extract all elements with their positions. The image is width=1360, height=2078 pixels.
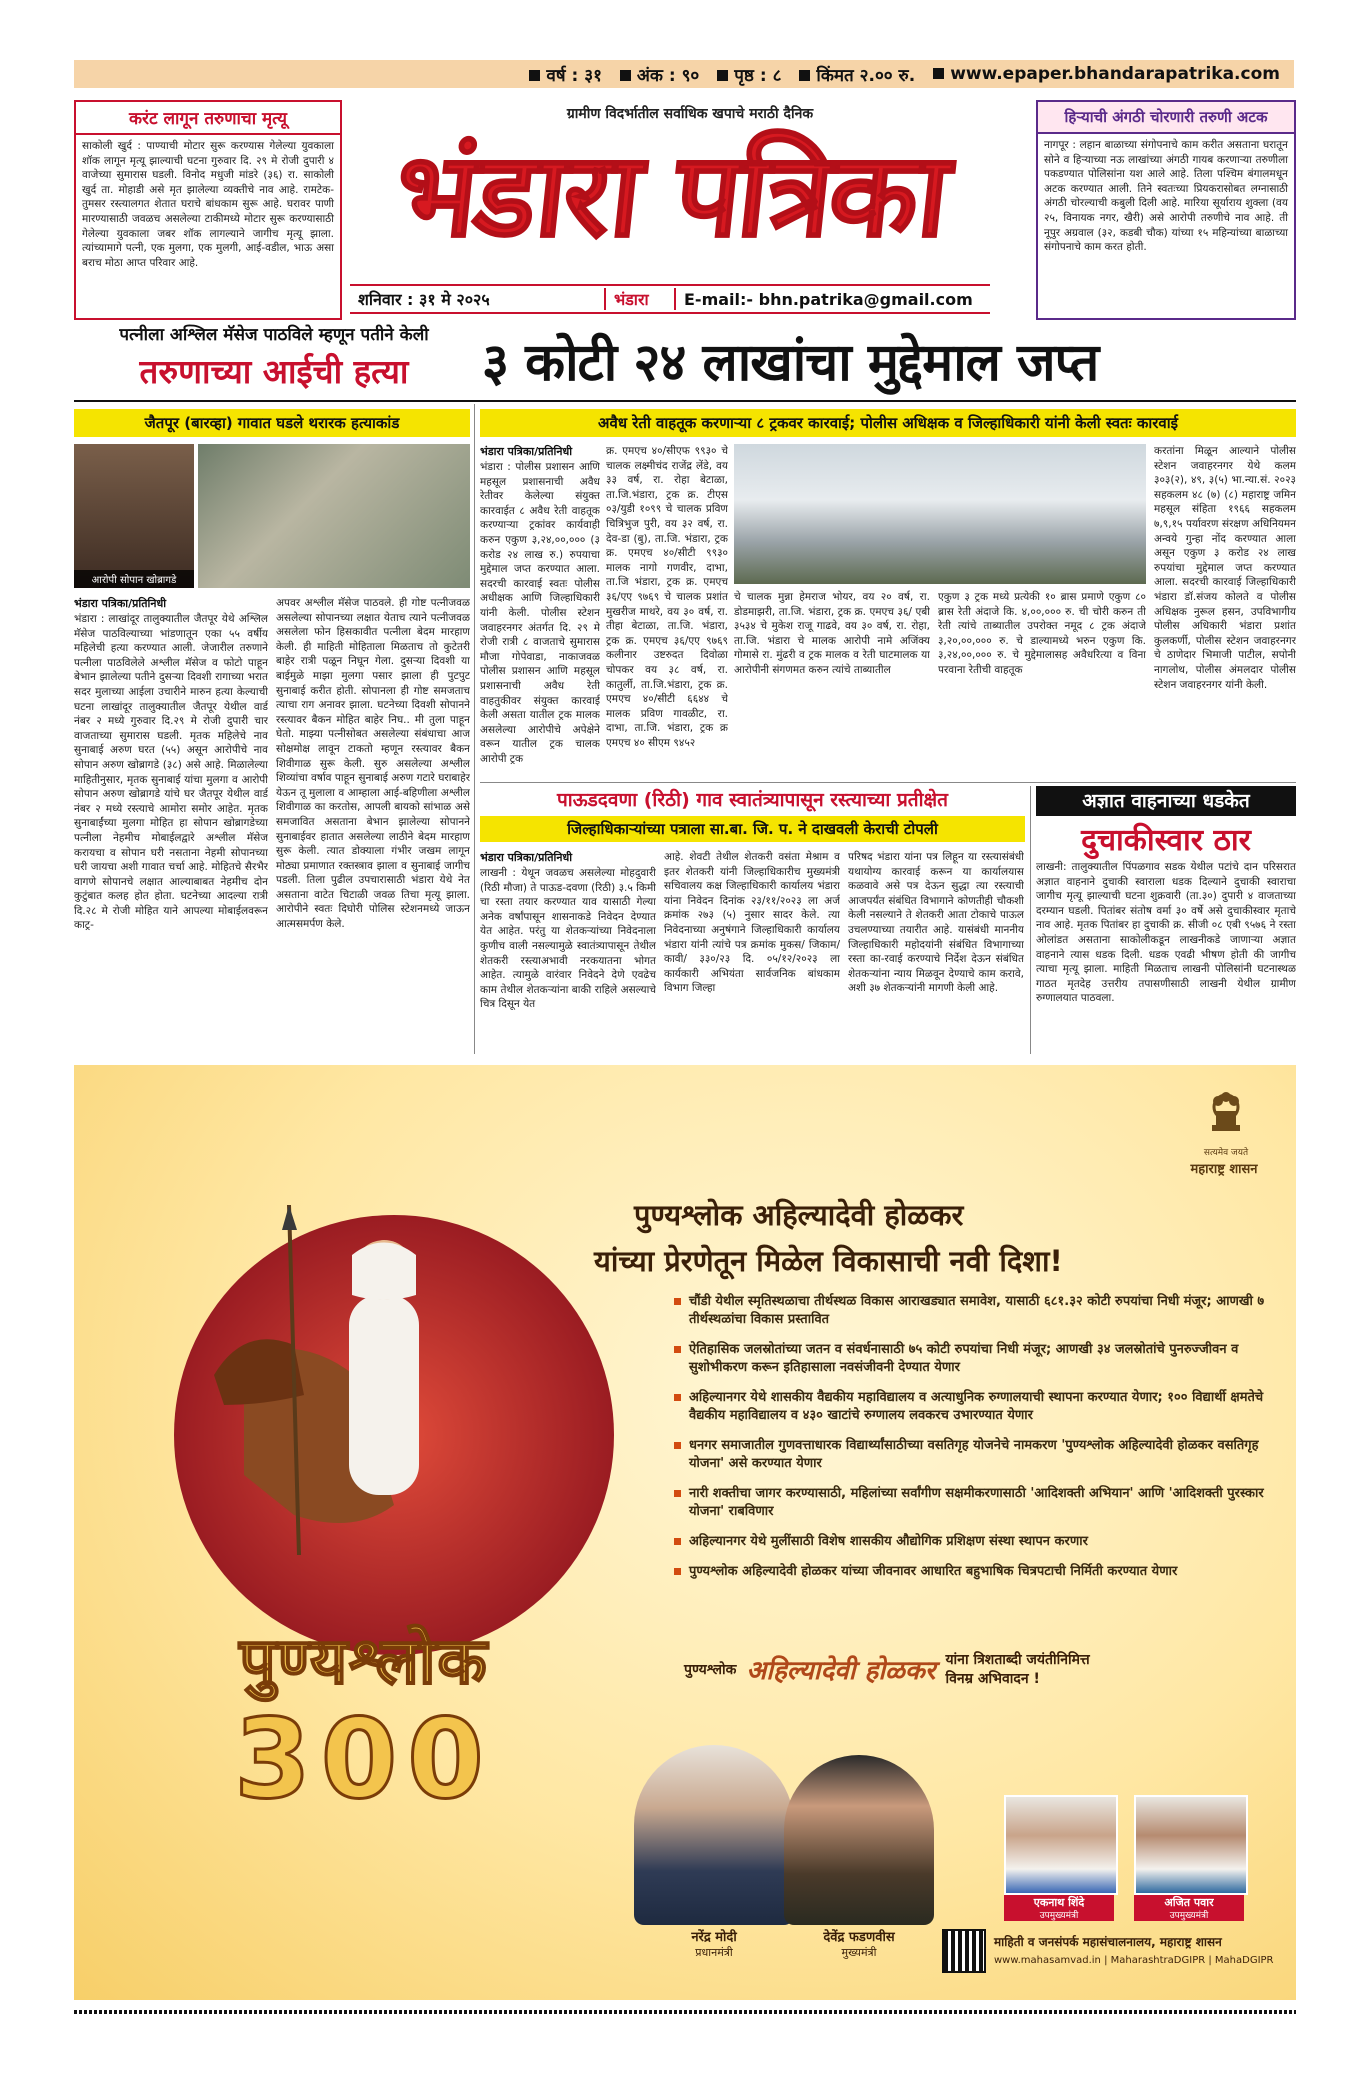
- issue-label: अंक : ९०: [620, 63, 699, 86]
- masthead-tagline: ग्रामीण विदर्भातील सर्वाधिक खपाचे मराठी दैनिक: [566, 106, 814, 122]
- story2-col1: भंडारा : पोलीस प्रशासन आणि महसूल प्रशासनाची अवैध रेतीवर केलेल्या संयुक्त कारवाईत ८ अवैध रेती वाहतूक करण्याऱ्या ट्रकांवर कार्यवाही करुन एकुण ३,२४,००,००० (३ करोड २४ लाख रु.) रुपयाचा मुद्देमाल जप्त करण्यात आला. सदरची कारवाई स्वतः पोलीस अधीक्षक आणि जिल्हाधिकारी यांनी केली. पोलीस स्टेशन जवाहरनगर अंतर्गत दि. २९ मे रोजी रात्री ८ वाजताचे सुमारास मौजा गोपेवाडा, नाकाजवळ पोलीस प्रशासन आणि महसूल प्रशासनाची अवैध रेती वाहतुकीवर संयुक्त कारवाई केली असता यातील ट्रक मालक असलेल्या आरोपीचे अपेक्षेने वरून यातील ट्रक चालक आरोपी ट्रक: [480, 461, 600, 765]
- story3-col3: परिषद भंडारा यांना पत्र लिहून या रस्त्यासंबंधी यथायोग्य कारवाई करून या कार्यालयास कळवावे असे पत्र देऊन सुद्धा त्या रस्त्याची आजपर्यंत संबंधित विभागाने कोणतीही चौकशी केली नसल्याने ते शेतकरी आता टोकाचे पाऊल उचलण्याच्या तयारीत आहे. यासंबंधी माननीय जिल्हाधिकारी महोदयांनी संबंधित विभागाच्या रस्ता का-रवाई करण्याचे निर्देश देऊन संबंधित शेतकऱ्यांना न्याय मिळवून देण्याचे काम करावे, अशी ३७ शेतकऱ्यांनी मागणी केली आहे.: [848, 851, 1024, 995]
- art-word: पुण्यश्लोक: [239, 1625, 489, 1699]
- story2-byline: भंडारा पत्रिका/प्रतिनिधी: [480, 445, 573, 458]
- story2-col4: एकुण ३ ट्रक मध्ये प्रत्येकी १० ब्रास प्रमाणे एकुण ८० ब्रास रेती अंदाजे कि. ४,००,००० रु. ची चोरी करुन ती रेती त्यांचे ताब्यातील उपरोक्त नमूद ८ ट्रक अंदाजे ३,२०,००,००० रु. चे डाल्यामध्ये भरुन एकुण कि. ३,२४,००,००० रु. चे मुद्देमालासह अवैधरित्या व विना परवाना रेतीची वाहतूक: [938, 591, 1146, 676]
- newspaper-name: भंडारा पत्रिका: [389, 127, 953, 263]
- right-box-title: हिऱ्याची अंगठी चोरणारी तरुणी अटक: [1038, 102, 1294, 134]
- leader-shinde-name: एकनाथ शिंदे: [1033, 1896, 1085, 1909]
- leader-fadnavis-title: मुख्यमंत्री: [841, 1946, 877, 1959]
- email-address[interactable]: E-mail:- bhn.patrika@gmail.com: [684, 289, 973, 309]
- pages-label: पृष्ठ : ८: [717, 63, 781, 86]
- story1-subhead: जैतपूर (बारव्हा) गावात घडले थरारक हत्याकांड: [74, 409, 470, 437]
- left-box-title: करंट लागून तरुणाचा मृत्यू: [76, 102, 340, 135]
- tribute-prefix: पुण्यश्लोक: [684, 1661, 737, 1678]
- ad-bullet: चौंडी येथील स्मृतिस्थळाचा तीर्थस्थळ विकास आराखड्यात समावेश, यासाठी ६८१.३२ कोटी रुपयांचा निधी मंजूर; आणखी ७ तीर्थस्थळांचा विकास प्रस्तावित: [674, 1293, 1274, 1329]
- right-box-body: नागपूर : लहान बाळाच्या संगोपनाचे काम करीत असताना घरातून सोने व हिऱ्याच्या नऊ लाखांच्या अंगठी गायब करणाऱ्या तरुणीला पकडण्यात पोलिसांना यश आले आहे. तिला पश्चिम बंगालमधून अटक करण्यात आली. तिने स्वतःच्या प्रियकरासोबत लग्नासाठी अंगठी चोरल्याची कबुली दिली आहे. मारिया सूर्याराय शुक्ला (वय २५, विनायक नगर, खैरी) असे आरोपी तरुणीचे नाव आहे. ती नूपुर अग्रवाल (३२, कडबी चौक) यांच्या १५ महिन्यांच्या बाळाच्या संगोपनाचे काम करत होती.: [1044, 139, 1288, 254]
- seized-trucks-photo: [734, 444, 1146, 584]
- leader-pawar-name: अजित पवार: [1164, 1896, 1214, 1909]
- leader-modi-photo: [634, 1745, 794, 1925]
- ad-title-line1: पुण्यश्लोक अहिल्यादेवी होळकर: [634, 1198, 964, 1232]
- website-link[interactable]: www.epaper.bhandarapatrika.com: [933, 64, 1280, 84]
- tribute-suffix-2: विनम्र अभिवादन !: [945, 1671, 1040, 1687]
- tribute-name: अहिल्यादेवी होळकर: [746, 1656, 936, 1686]
- story1-kicker: पत्नीला अश्लिल मॅसेज पाठविले म्हणून पतीने केली: [119, 325, 429, 345]
- ad-bullet: धनगर समाजातील गुणवत्ताधारक विद्यार्थ्यांसाठीच्या वसतिगृह योजनेचे नामकरण 'पुण्यश्लोक अहिल्यादेवी होळकर वसतिगृह योजना' असे करण्यात येणार: [674, 1437, 1274, 1473]
- story2-col3: चे चालक मुन्ना हेमराज भोयर, वय २० वर्ष, रा. डोडमाझरी, ता.जि. भंडारा, ट्रक क्र. एमएच ३६/ एबी ३५३४ चे मुकेश राजू गाढवे, वय ३० वर्ष, रा. रोहा, ता.जि. भंडारा चे मालक आरोपी नामे अजिंक्य गोमासे रा. मुंढरी व ट्रक मालक व रेती घाटमालक या आरोपीनी संगणमत करुन त्यांचे ताब्यातील: [734, 591, 930, 676]
- ad-bullet: अहिल्यानगर येथे शासकीय वैद्यकीय महाविद्यालय व अत्याधुनिक रुग्णालयाची स्थापना करण्यात येणार; १०० विद्यार्थी क्षमतेचे वैद्यकीय महाविद्यालय व ४३० खाटांचे रुग्णालय लवकरच उभारण्यात येणार: [674, 1389, 1274, 1425]
- story3-col2: आहे. शेवटी तेथील शेतकरी वसंता मेश्राम व इतर शेतकरी यांनी जिल्हाधिकारीच मुख्यमंत्री सचिवालय कक्ष जिल्हाधिकारी कार्यालय भंडारा यांना निवेदन दिनांक २३/११/२०२३ ला अर्ज क्रमांक २७३ (५) नुसार सादर केले. त्या निवेदनाच्या अनुषंगाने जिल्हाधिकारी कार्यालय भंडारा यांनी त्यांचे पत्र क्रमांक मुकस/ जिकाम/ कावी/ ३३०/२३ दि. ०५/१२/२०२३ ला कार्यकारी अभियंता सार्वजनिक बांधकाम विभाग जिल्हा: [664, 851, 840, 995]
- tribute-line: [684, 1650, 1284, 1688]
- leader-pawar-title: उपमुख्यमंत्री: [1169, 1911, 1209, 1921]
- left-news-box: [74, 100, 342, 320]
- ad-bullet: ऐतिहासिक जलस्रोतांच्या जतन व संवर्धनासाठी ७५ कोटी रुपयांचा निधी मंजूर; आणखी ३४ जलस्रोतांचे पुनरुज्जीवन व सुशोभीकरण करून इतिहासाला नवसंजीवनी देण्यात येणार: [674, 1341, 1274, 1377]
- story2-headline: ३ कोटी २४ लाखांचा मुद्देमाल जप्त: [482, 333, 1099, 393]
- leader-shinde-title: उपमुख्यमंत्री: [1039, 1911, 1079, 1921]
- art-number: 300: [234, 1695, 494, 1823]
- ad-bullet: नारी शक्तीचा जागर करण्यासाठी, महिलांच्या सर्वांगीण सक्षमीकरणासाठी 'आदिशक्ती अभियान' आणि 'आदिशक्ती पुरस्कार योजना' राबविणार: [674, 1485, 1274, 1521]
- leader-fadnavis-name: देवेंद्र फडणवीस: [823, 1930, 895, 1945]
- story4-kicker: अज्ञात वाहनाच्या धडकेत: [1036, 786, 1296, 816]
- story1-byline: भंडारा पत्रिका/प्रतिनिधी: [74, 597, 167, 610]
- ad-bullet: पुण्यश्लोक अहिल्यादेवी होळकर यांच्या जीवनावर आधारित बहुभाषिक चित्रपटाची निर्मिती करण्यात येणार: [674, 1563, 1274, 1581]
- crime-scene-photo: [198, 444, 470, 588]
- story3-subhead: जिल्हाधिकाऱ्यांच्या पत्राला सा.बा. जि. प. ने दाखवली केराची टोपली: [480, 816, 1025, 842]
- issue-city: भंडारा: [614, 290, 649, 309]
- left-box-body: साकोली खुर्द : पाण्याची मोटार सुरू करण्यास गेलेल्या युवकाला शॉक लागून मृत्यू झाल्याची घटना गुरुवार दि. २९ मे रोजी दुपारी ४ वाजेच्या सुमारास घडली. विनोद मधुजी मांडरे (३६) रा. साकोली खुर्द ता. मोहाडी असे मृत झालेल्या व्यक्तीचे नाव आहे. रामटेक-तुमसर रस्त्यालगत शेतात घराचे बांधकाम सुरू आहे. घरावर पाणी मारण्यासाठी जवळच असलेल्या टाकीमध्ये मोटार सुरू करण्यासाठी गेलेल्या युवकाला जबर शॉक लागल्याने जागीच मृत्यू झाला. त्यांच्यामागे पत्नी, एक मुलगा, एक मुलगी, आई-वडील, भाऊ असा बराच मोठा आप्त परिवार आहे.: [82, 140, 334, 269]
- ad-title-line2: यांच्या प्रेरणेतून मिळेल विकासाची नवी दिशा!: [594, 1244, 1063, 1278]
- story3-byline: भंडारा पत्रिका/प्रतिनिधी: [480, 851, 573, 864]
- photo-caption: आरोपी सोपान खोब्रागडे: [74, 570, 194, 588]
- qr-code-icon[interactable]: [944, 1931, 984, 1971]
- volume-label: वर्ष : ३१: [529, 63, 602, 86]
- story4-body: लाखनी: तालुक्यातील पिंपळगाव सडक येथील पटांचे दान परिसरात अज्ञात वाहनाने दुचाकी स्वाराला धडक दिल्याने दुचाकी स्वाराचा जागीच मृत्यू झाल्याची घटना शुक्रवारी (ता.३०) दुपारी ४ वाजताच्या दरम्यान घडली. पितांबर संतोष वर्मा ३० वर्षे असे दुचाकीस्वार मृताचे नाव आहे. मृतक पितांबर हा दुचाकी क्र. सीजी ०८ एबी ९५७६ ने रस्ता ओलांडत असताना साकोलीकडून लाखनीकडे जाणाऱ्या अज्ञात वाहनाने त्यास धडक दिली. धडक एवढी भीषण होती की जागीच त्याचा मृत्यू झाला. माहिती मिळताच लाखनी पोलिसांनी घटनास्थळ गाठत मृतदेह उत्तरीय तपासणीसाठी लाखनी येथील ग्रामीण रुग्णालयात पाठवला.: [1036, 861, 1296, 1005]
- ad-footer-links[interactable]: www.mahasamvad.in | MaharashtraDGIPR | MahaDGIPR: [994, 1955, 1274, 1966]
- accused-photo: [74, 444, 194, 588]
- state-emblem-icon: [1204, 1085, 1248, 1141]
- masthead-topbar: [74, 60, 1294, 88]
- issue-date: शनिवार : ३१ मे २०२५: [358, 290, 490, 309]
- leader-pawar-photo: [1134, 1795, 1248, 1895]
- story3-col1: लाखनी : येथून जवळच असलेल्या मोहदुवारी (रिठी मौजा) ते पाऊड-दवणा (रिठी) ३.५ किमी चा रस्ता तयार करण्यात याव यासाठी गेल्या अनेक वर्षांपासून शासनाकडे निवेदन देण्यात येत आहेत. परंतु या शेतकऱ्यांच्या निवेदनाला कुणीच वाली नसल्यामुळे स्वातंत्र्यापासून तेथील शेतकरी रस्त्याअभावी नरकयातना भोगत आहेत. त्यामुळे वारंवार निवेदने देणे एवढेच काम तेथील शेतकऱ्यांना बाकी राहिले असल्याचे चित्र दिसून येत: [480, 867, 656, 1011]
- right-news-box: [1036, 100, 1296, 320]
- story1-col1: भंडारा : लाखांदूर तालुक्यातील जैतपूर येथे अश्लिल मॅसेज पाठविल्याच्या भांडणातून एका ५५ वर्षीय महिलेची हत्या करण्यात आली. जेजारील तरुणाने पत्नीला पाठविलेले अश्लील मॅसेज व फोटो पाहून बेभान झालेल्या पतीने दुसऱ्या दिवशी रागाच्या भरात सदर मुलाच्या आईला उचारीने मारुन हत्या केल्याची घटना लाखांदूर तालुक्यातील जैतपूर येथील वार्ड नंबर २ मध्ये गुरुवार दि.२९ मे रोजी दुपारी चार वाजताच्या सुमारास घडली. मृतक महिलेचे नाव सुनाबाई अरुण घरत (५५) असून आरोपीचे नाव सोपान अरुण खोब्रागडे (३८) असे आहे. मिळालेल्या माहितीनुसार, मृतक सुनाबाई यांचा मुलगा व आरोपी सोपान अरुण खोब्रागडे यांचे घर जैतपूर येथील वार्ड नंबर २ मध्ये रस्त्याचे आमोरा समोर आहेत. मृतक सुनाबाईंच्या मुलगा मोहित हा सोपान खोब्रागडेच्या पत्नीला नेहमीच मोबाईलद्वारे अश्लील मॅसेज करायचा व सोपान घरी नसताना नेहमी सोपानच्या घरी जायचा अशी गावात चर्चा आहे. मोहितचे सैरभैर वागणे सोपानचे लक्षात आल्याबाबत नेहमीच दोन कुटुंबात कलह होत होता. घटनेच्या आदल्या रात्री दि.२८ मे रोजी मोहित याने आपल्या मोबाईलवरून काट्र-: [74, 613, 268, 932]
- ad-bullet-list: [674, 1293, 1274, 1593]
- price-label: किंमत २.०० रु.: [799, 63, 915, 86]
- leader-shinde-photo: [1004, 1795, 1118, 1895]
- story1-headline: तरुणाच्या आईची हत्या: [139, 352, 409, 391]
- ad-footer-dept: माहिती व जनसंपर्क महासंचालनालय, महाराष्ट्र शासन: [994, 1935, 1222, 1949]
- dateline: [350, 284, 990, 314]
- story2-col2: क्र. एमएच ४०/सीएफ ९९३० चे चालक लक्ष्मीचंद राजेंद्र लेंडे, वय ३३ वर्ष, रा. रोहा बेटाळा, ता.जि.भंडारा, ट्रक क्र. टीएस ०३/युडी १०९९ चे चालक प्रविण चित्रिभुज पुरी, वय ३२ वर्ष, रा. देव-डा (बु), ता.जि. भंडारा, ट्रक क्र. एमएच ४०/सीटी ९९३० मालक नागो गणवीर, दाभा, ता.जि भंडारा, ट्रक क्र. एमएच ३६/एए ९७६९ चे चालक प्रशांत मुखरीज माथरे, वय ३० वर्ष, रा. तीहा बेटाळा, ता.जि. भंडारा, ट्रक क्र. एमएच ३६/एए ९७६९ कलीनार उष्टरुदत दिवोळा चोपकर वय ३८ वर्ष, रा. कातुर्ली, ता.जि.भंडारा, ट्रक क्र. एमएच ४०/सीटी ६६४४ चे मालक प्रविण गावळीट, रा. दाभा, ता.जि. भंडारा, ट्रक क्र एमएच ४० सीएम ९४५२: [606, 445, 728, 749]
- story2-col5: करतांना मिळून आल्याने पोलीस स्टेशन जवाहरनगर येथे कलम ३०३(२), ४९, ३(५) भा.न्या.सं. २०२३ सहकलम ४८ (७) (८) महाराष्ट्र जमिन महसूल संहिता १९६६ सहकलम ७,९,१५ पर्यावरण संरक्षण अधिनियमन अन्वये गुन्हा नोंद करण्यात आला असून एकुण ३ करोड २४ लाख रुपयांचा मुद्देमाल जप्त करण्यात आला. सदरची कारवाई जिल्हाधिकारी भंडारा डॉ.संजय कोलते व पोलीस अधिक्षक नुरूल हसन, उपविभागीय पोलीस अधिकारी भंडारा प्रशांत कुलकर्णी, पोलीस स्टेशन जवाहरनगर चे ठाणेदार भिमाजी पाटील, सपोनी नागलोथ, पोलीस अंमलदार पोलीस स्टेशन जवाहरनगर यांनी केली.: [1154, 445, 1296, 691]
- government-advertisement: [74, 1065, 1296, 2000]
- leader-modi-name: नरेंद्र मोदी: [691, 1930, 737, 1945]
- ad-bullet: अहिल्यानगर येथे मुलींसाठी विशेष शासकीय औद्योगिक प्रशिक्षण संस्था स्थापन करणार: [674, 1533, 1274, 1551]
- story4-headline: दुचाकीस्वार ठार: [1081, 823, 1251, 858]
- leader-modi-title: प्रधानमंत्री: [695, 1946, 733, 1959]
- emblem-caption: महाराष्ट्र शासन: [1190, 1162, 1258, 1177]
- story2-subhead: अवैध रेती वाहतूक करणाऱ्या ८ ट्रकवर कारवाई; पोलीस अधिक्षक व जिल्हाधिकारी यांनी केली स्वतः कारवाई: [480, 409, 1296, 437]
- tribute-suffix-1: यांना त्रिशताब्दी जयंतीनिमित्त: [945, 1652, 1090, 1668]
- masthead-logo: [360, 127, 982, 280]
- leader-fadnavis-photo: [784, 1755, 934, 1925]
- emblem-motto: सत्यमेव जयते: [1203, 1148, 1249, 1158]
- story3-headline: पाऊडदवणा (रिठी) गाव स्वातंत्र्यापासून रस्त्याच्या प्रतीक्षेत: [557, 789, 948, 811]
- story1-col2: अपवर अश्लील मॅसेज पाठवले. ही गोष्ट पत्नीजवळ असलेल्या सोपानच्या लक्षात येताच त्याने पत्नीजवळ असलेला फोन हिसकावीत पत्नीला बेदम मारहाण केली. ही माहिती मोहिताला मिळताच तो कुटेतरी बाहेर रात्री पळून निघून गेला. दुसऱ्या दिवशी या बाईमुळे माझा मुलगा पसार झाला ही पुटपुट सुनाबाई करीत होती. सोपानला ही गोष्ट समजताच त्याचा राग अनावर झाला. घटनेच्या दिवशी सोपानने रस्त्यावर बैकन मोहित बाहेर निघ.. मी तुला पाहून घेतो. माझ्या पत्नीसोबत असलेल्या संबंधाचा आज सोक्षमोक्ष लावून टाकतो म्हणून रस्त्यावर बैकन शिवीगाळ सुरू केली. सुरु असलेल्या अश्लील शिव्यांचा वर्षाव पाहून सुनाबाई अरुण गटारे घराबाहेर येऊन तू मुलाला व आम्हाला आई-बहिणीला अश्लील शिवीगाळ का करतोस, आपली बायको सांभाळ असे समजावित असताना बेभान झालेल्या सोपानने सुनाबाईवर हातात असलेल्या लाठीने बेदम मारहाण सुरू केली. त्यात डोक्याला गंभीर जखम लागून मोठ्या प्रमाणात रक्तस्त्राव झाला व सुनाबाई जागीच पडली. तिला पुढील उपचारासाठी भंडारा येथे नेत असताना वाटेत चिटाळी जवळ तिचा मृत्यू झाला. आरोपीने स्वतः दिघोरी पोलिस स्टेशनमध्ये जाऊन आत्मसमर्पण केले.: [276, 597, 470, 931]
